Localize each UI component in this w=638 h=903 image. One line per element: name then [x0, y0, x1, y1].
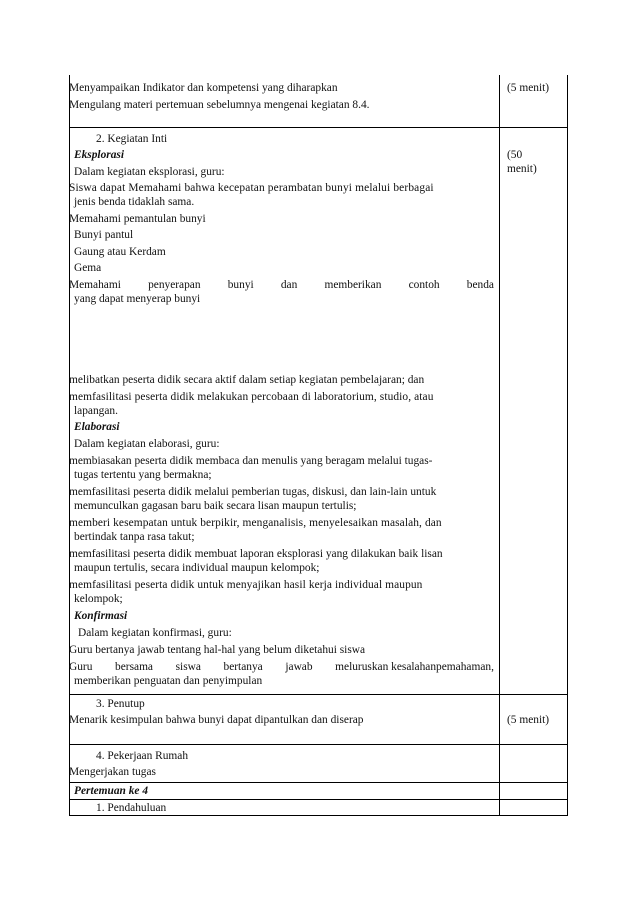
konfirmasi-title: Konfirmasi: [74, 610, 128, 622]
word: penyerapan: [148, 279, 201, 291]
elaborasi-line2a: memfasilitasi peserta didik melalui pemberian tugas, diskusi, dan lain-lain untuk: [69, 486, 437, 498]
word: siswa: [175, 661, 201, 673]
penutup-heading: 3. Penutup: [96, 698, 145, 710]
eksplorasi-line6a: [69, 278, 494, 292]
word: dan: [280, 279, 298, 291]
konfirmasi-intro: Dalam kegiatan konfirmasi, guru:: [78, 627, 232, 639]
kegiatan-inti-heading: 2. Kegiatan Inti: [96, 133, 168, 145]
eksplorasi-intro: Dalam kegiatan eksplorasi, guru:: [74, 166, 225, 178]
elaborasi-line1b: tugas tertentu yang bermakna;: [74, 469, 212, 481]
word: meluruskan kesalahanpemahaman,: [335, 661, 494, 673]
word: jawab: [285, 661, 313, 673]
table-bottom-border: [69, 815, 568, 816]
elaborasi-line4a: memfasilitasi peserta didik membuat laporan eksplorasi yang dilakukan baik lisan: [69, 548, 443, 560]
eksplorasi-line1a: Siswa dapat Memahami bahwa kecepatan perambatan bunyi melalui berbagai: [69, 182, 434, 194]
pertemuan-title: Pertemuan ke 4: [74, 785, 149, 797]
eksplorasi-title: Eksplorasi: [74, 149, 125, 161]
eksplorasi-line4: Gaung atau Kerdam: [74, 246, 166, 258]
word: bertanya: [223, 661, 263, 673]
elaborasi-intro: Dalam kegiatan elaborasi, guru:: [74, 438, 220, 450]
row-divider-4: [69, 782, 568, 783]
penutup-line: Menarik kesimpulan bahwa bunyi dapat dipantulkan dan diserap: [69, 714, 364, 726]
elaborasi-line2b: memunculkan gagasan baru baik secara lisan maupun tertulis;: [74, 500, 357, 512]
row-divider-1: [69, 127, 568, 128]
elaborasi-line1a: membiasakan peserta didik membaca dan menulis yang beragam melalui tugas-: [69, 455, 433, 467]
word: contoh: [408, 279, 440, 291]
pendahuluan-heading: 1. Pendahuluan: [96, 802, 167, 814]
row2-time-line1: (50: [507, 149, 523, 161]
word: bunyi: [227, 279, 254, 291]
row1-line-mengulang: Mengulang materi pertemuan sebelumnya mengenai kegiatan 8.4.: [69, 99, 370, 111]
table-right-border: [567, 75, 568, 816]
elaborasi-line4b: maupun tertulis, secara individual maupun kelompok;: [74, 562, 320, 574]
konfirmasi-line2a: [69, 660, 494, 674]
row2-time-line2: menit): [507, 163, 537, 175]
eksplorasi-line3: Bunyi pantul: [74, 229, 134, 241]
row-divider-3: [69, 744, 568, 745]
eksplorasi-line1b: jenis benda tidaklah sama.: [74, 196, 195, 208]
eksplorasi-line8b: lapangan.: [74, 405, 118, 417]
eksplorasi-line5: Gema: [74, 262, 102, 274]
elaborasi-line5a: memfasilitasi peserta didik untuk menyajikan hasil kerja individual maupun: [69, 579, 423, 591]
konfirmasi-line2b: memberikan penguatan dan penyimpulan: [74, 675, 263, 687]
elaborasi-line5b: kelompok;: [74, 593, 123, 605]
word: Guru: [69, 661, 93, 673]
eksplorasi-line6b: yang dapat menyerap bunyi: [74, 293, 201, 305]
pekerjaan-rumah-line: Mengerjakan tugas: [69, 766, 156, 778]
table-column-divider: [499, 75, 500, 816]
word: Memahami: [69, 279, 121, 291]
eksplorasi-line2: Memahami pemantulan bunyi: [69, 213, 206, 225]
elaborasi-line3a: memberi kesempatan untuk berpikir, menganalisis, menyelesaikan masalah, dan: [69, 517, 442, 529]
eksplorasi-line8a: memfasilitasi peserta didik melakukan percobaan di laboratorium, studio, atau: [69, 391, 434, 403]
row1-line-indikator: Menyampaikan Indikator dan kompetensi yang diharapkan: [69, 82, 338, 94]
pekerjaan-rumah-heading: 4. Pekerjaan Rumah: [96, 750, 189, 762]
word: bersama: [115, 661, 153, 673]
konfirmasi-line1: Guru bertanya jawab tentang hal-hal yang belum diketahui siswa: [69, 644, 366, 656]
elaborasi-line3b: bertindak tanpa rasa takut;: [74, 531, 195, 543]
row-divider-5: [69, 799, 568, 800]
row3-time: (5 menit): [507, 714, 550, 726]
elaborasi-title: Elaborasi: [74, 421, 120, 433]
eksplorasi-line7: melibatkan peserta didik secara aktif dalam setiap kegiatan pembelajaran; dan: [69, 374, 425, 386]
word: memberikan: [324, 279, 382, 291]
word: benda: [466, 279, 494, 291]
row-divider-2: [69, 694, 568, 695]
row1-time: (5 menit): [507, 82, 550, 94]
